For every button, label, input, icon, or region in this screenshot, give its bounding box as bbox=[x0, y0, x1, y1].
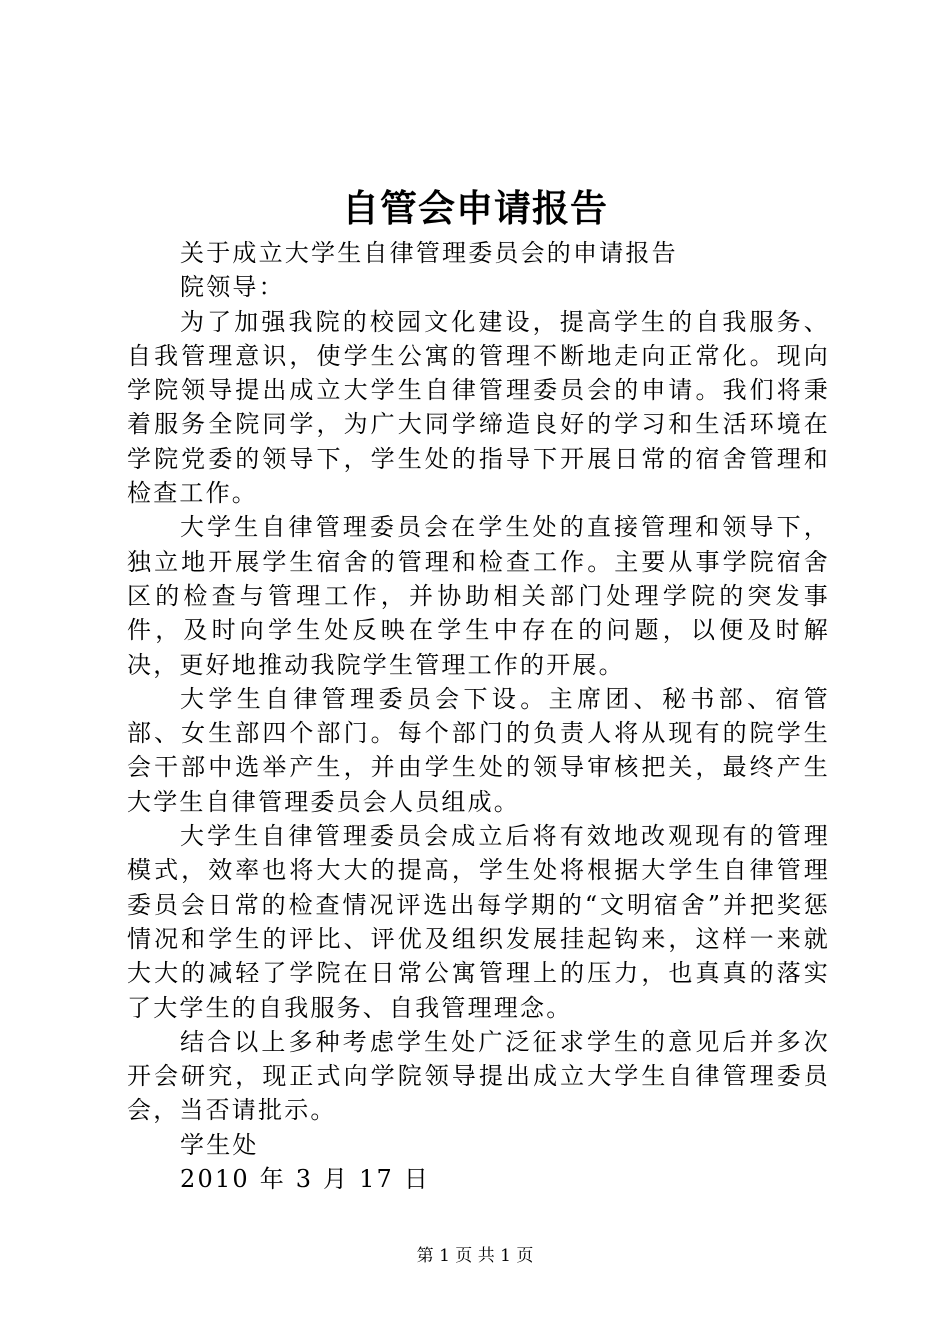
document-subtitle: 关于成立大学生自律管理委员会的申请报告 bbox=[180, 239, 678, 267]
paragraph-3: 大学生自律管理委员会下设。主席团、秘书部、宿管部、女生部四个部门。每个部门的负责人将从现有的院学生会干部中选举产生，并由学生处的领导审核把关，最终产生大学生自律管理委员会人员组成。 bbox=[127, 684, 830, 816]
paragraph-2: 大学生自律管理委员会在学生处的直接管理和领导下，独立地开展学生宿舍的管理和检查工作。主要从事学院宿舍区的检查与管理工作，并协助相关部门处理学院的突发事件，及时向学生处反映在学生中存在的问题，以便及时解决，更好地推动我院学生管理工作的开展。 bbox=[127, 513, 830, 679]
page-number-footer: 第 1 页 共 1 页 bbox=[416, 1246, 534, 1266]
paragraph-1: 为了加强我院的校园文化建设，提高学生的自我服务、自我管理意识，使学生公寓的管理不断地走向正常化。现向学院领导提出成立大学生自律管理委员会的申请。我们将秉着服务全院同学，为广大同学缔造良好的学习和生活环境在学院党委的领导下，学生处的指导下开展日常的宿舍管理和检查工作。 bbox=[127, 307, 830, 508]
signature: 学生处 bbox=[180, 1130, 259, 1159]
document-body bbox=[127, 236, 830, 1196]
document-title: 自管会申请报告 bbox=[342, 186, 608, 230]
document-date: 2010 年 3 月 17 日 bbox=[180, 1165, 431, 1194]
salutation: 院领导： bbox=[180, 273, 285, 302]
paragraph-4: 大学生自律管理委员会成立后将有效地改观现有的管理模式，效率也将大大的提高，学生处将根据大学生自律管理委员会日常的检查情况评选出每学期的“文明宿舍”并把奖惩情况和学生的评比、评优及组织发展挂起钩来，这样一来就大大的减轻了学院在日常公寓管理上的压力，也真真的落实了大学生的自我服务、自我管理理念。 bbox=[127, 822, 830, 1022]
paragraph-5: 结合以上多种考虑学生处广泛征求学生的意见后并多次开会研究，现正式向学院领导提出成立大学生自律管理委员会，当否请批示。 bbox=[127, 1027, 830, 1125]
